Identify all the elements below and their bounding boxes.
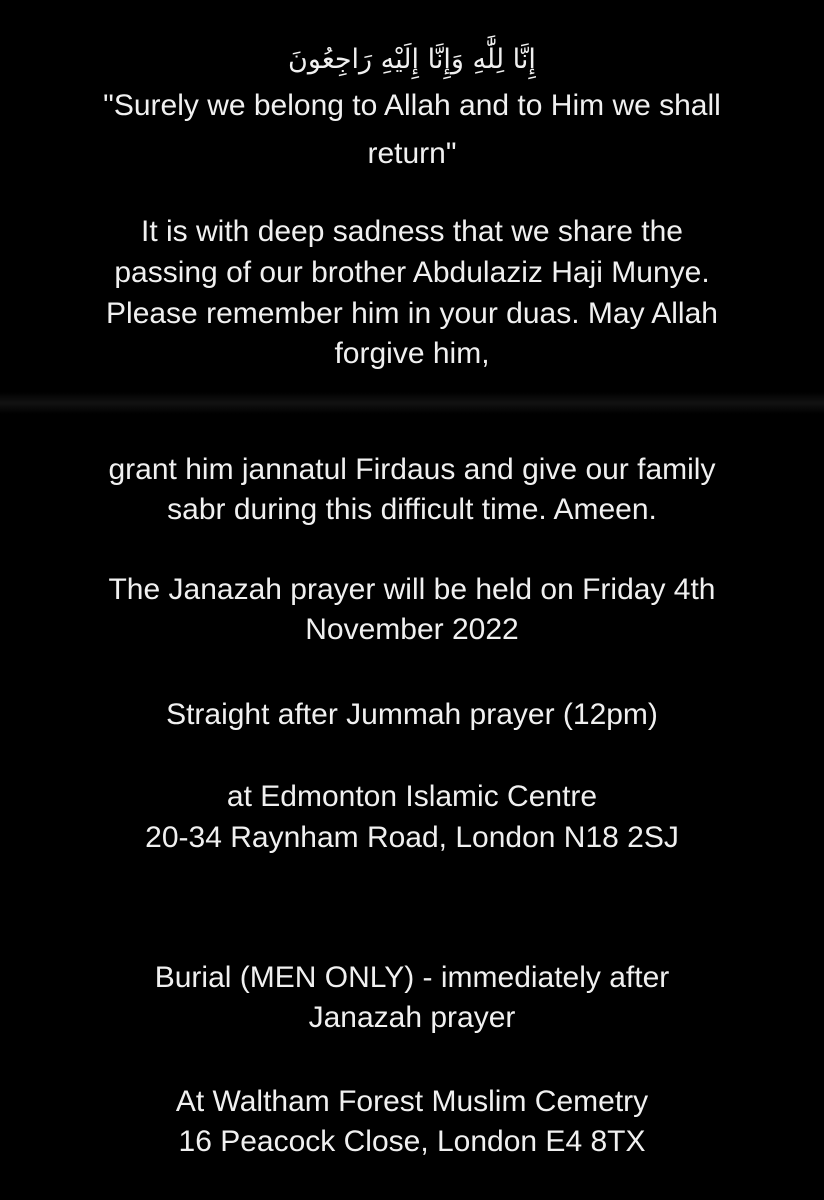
- venue-address: 20-34 Raynham Road, London N18 2SJ: [145, 821, 679, 854]
- announcement-line-4: forgive him,: [334, 337, 490, 370]
- burial-line-1: Burial (MEN ONLY) - immediately after: [154, 961, 670, 994]
- announcement-line-1: It is with deep sadness that we share the: [141, 215, 683, 248]
- translation-line-2: return": [367, 137, 457, 170]
- divider-band: [0, 392, 824, 414]
- prayer-wish-line-2: sabr during this difficult time. Ameen.: [167, 493, 657, 526]
- arabic-verse: إِنَّا لِلَّٰهِ وَإِنَّا إِلَيْهِ رَاجِعُونَ: [288, 44, 536, 75]
- janazah-line-2: November 2022: [305, 613, 519, 646]
- translation-line-1: "Surely we belong to Allah and to Him we shall: [103, 89, 721, 122]
- prayer-wish-line-1: grant him jannatul Firdaus and give our family: [108, 453, 716, 486]
- prayer-timing: Straight after Jummah prayer (12pm): [166, 698, 658, 731]
- cemetery-name: At Waltham Forest Muslim Cemetry: [175, 1085, 649, 1118]
- cemetery-address: 16 Peacock Close, London E4 8TX: [178, 1125, 646, 1158]
- burial-line-2: Janazah prayer: [308, 1001, 516, 1034]
- announcement-line-2: passing of our brother Abdulaziz Haji Munye.: [114, 256, 710, 289]
- venue-name: at Edmonton Islamic Centre: [226, 780, 598, 813]
- announcement-line-3: Please remember him in your duas. May Allah: [106, 297, 718, 330]
- janazah-line-1: The Janazah prayer will be held on Friday 4th: [108, 573, 716, 606]
